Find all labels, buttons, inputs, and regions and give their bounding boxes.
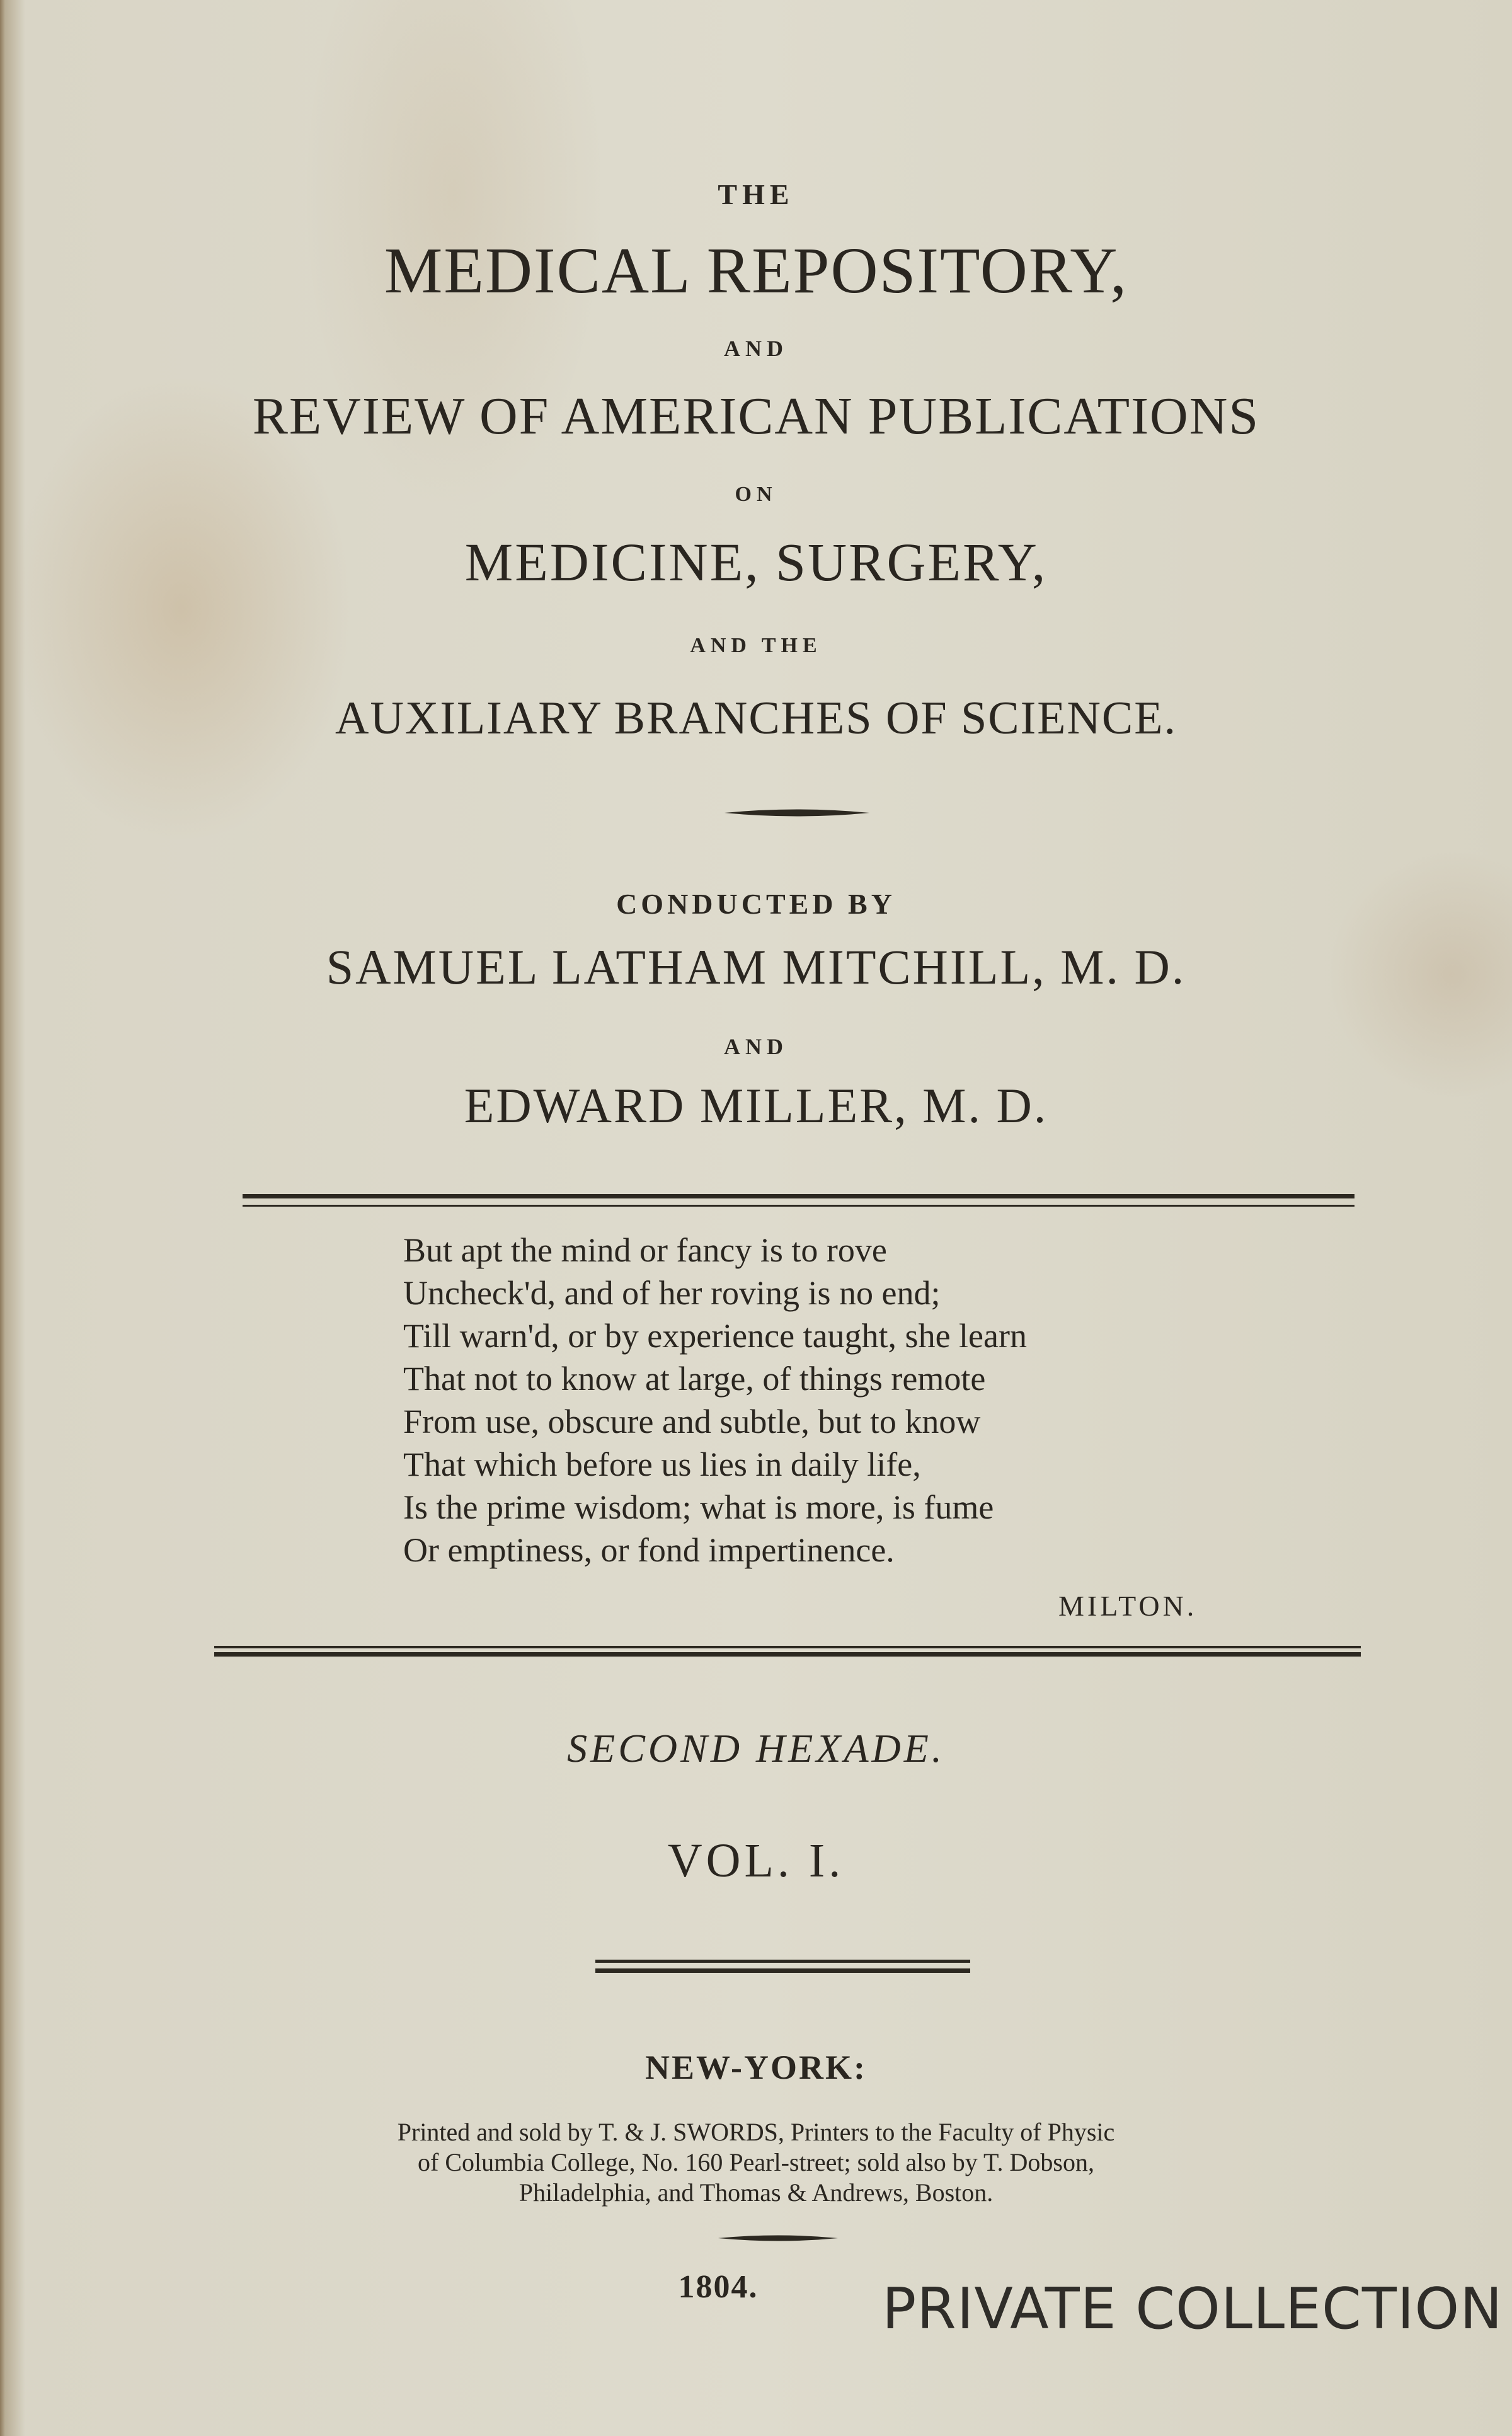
imprint-line: Philadelphia, and Thomas & Andrews, Boston. — [518, 2178, 994, 2207]
imprint-line: of Columbia College, No. 160 Pearl-street; sold also by T. Dobson, — [418, 2148, 1094, 2176]
poem-line: But apt the mind or fancy is to rove — [403, 1231, 887, 1269]
subtitle-subjects: MEDICINE, SURGERY, — [464, 532, 1048, 592]
imprint-place: NEW-YORK: — [645, 2048, 867, 2086]
poem-line: That not to know at large, of things remote — [403, 1360, 986, 1398]
poem-line: That which before us lies in daily life, — [403, 1445, 921, 1483]
poem-line: Till warn'd, or by experience taught, she learn — [403, 1317, 1027, 1355]
poem-line: Uncheck'd, and of her roving is no end; — [403, 1274, 941, 1312]
upper-rule-thick — [243, 1194, 1354, 1198]
ornament-divider-small-icon — [718, 2231, 838, 2246]
title-and-the: AND THE — [690, 634, 822, 657]
poem-line: Is the prime wisdom; what is more, is fume — [403, 1488, 994, 1526]
subtitle-auxiliary: AUXILIARY BRANCHES OF SCIENCE. — [335, 692, 1177, 744]
editor-name-2: EDWARD MILLER, M. D. — [464, 1078, 1048, 1133]
editor-name-1: SAMUEL LATHAM MITCHILL, M. D. — [326, 939, 1186, 994]
publication-year: 1804. — [678, 2269, 759, 2305]
volume-label: VOL. I. — [667, 1834, 845, 1887]
main-title: MEDICAL REPOSITORY, — [384, 234, 1128, 307]
poem-line: Or emptiness, or fond impertinence. — [403, 1531, 895, 1569]
ornament-divider-icon — [724, 803, 869, 822]
title-on: ON — [735, 483, 777, 506]
lower-rule-thick — [214, 1652, 1361, 1657]
lower-rule-thin — [214, 1646, 1361, 1648]
imprint-text — [0, 2117, 1512, 2208]
subtitle-review: REVIEW OF AMERICAN PUBLICATIONS — [252, 387, 1260, 445]
short-rule-upper — [595, 1960, 970, 1963]
imprint-line: Printed and sold by T. & J. SWORDS, Printers to the Faculty of Physic — [397, 2118, 1115, 2146]
upper-rule-thin — [243, 1205, 1354, 1207]
epigraph-poem — [403, 1229, 1027, 1571]
short-rule-lower — [595, 1968, 970, 1973]
epigraph-author: MILTON. — [1058, 1590, 1198, 1622]
editors-and: AND — [724, 1034, 788, 1059]
conducted-by-label: CONDUCTED BY — [616, 888, 896, 920]
watermark-text: PRIVATE COLLECTION — [882, 2276, 1503, 2342]
title-the: THE — [718, 178, 794, 210]
title-and: AND — [724, 336, 788, 361]
poem-line: From use, obscure and subtle, but to know — [403, 1403, 981, 1440]
series-label: SECOND HEXADE. — [567, 1726, 945, 1771]
